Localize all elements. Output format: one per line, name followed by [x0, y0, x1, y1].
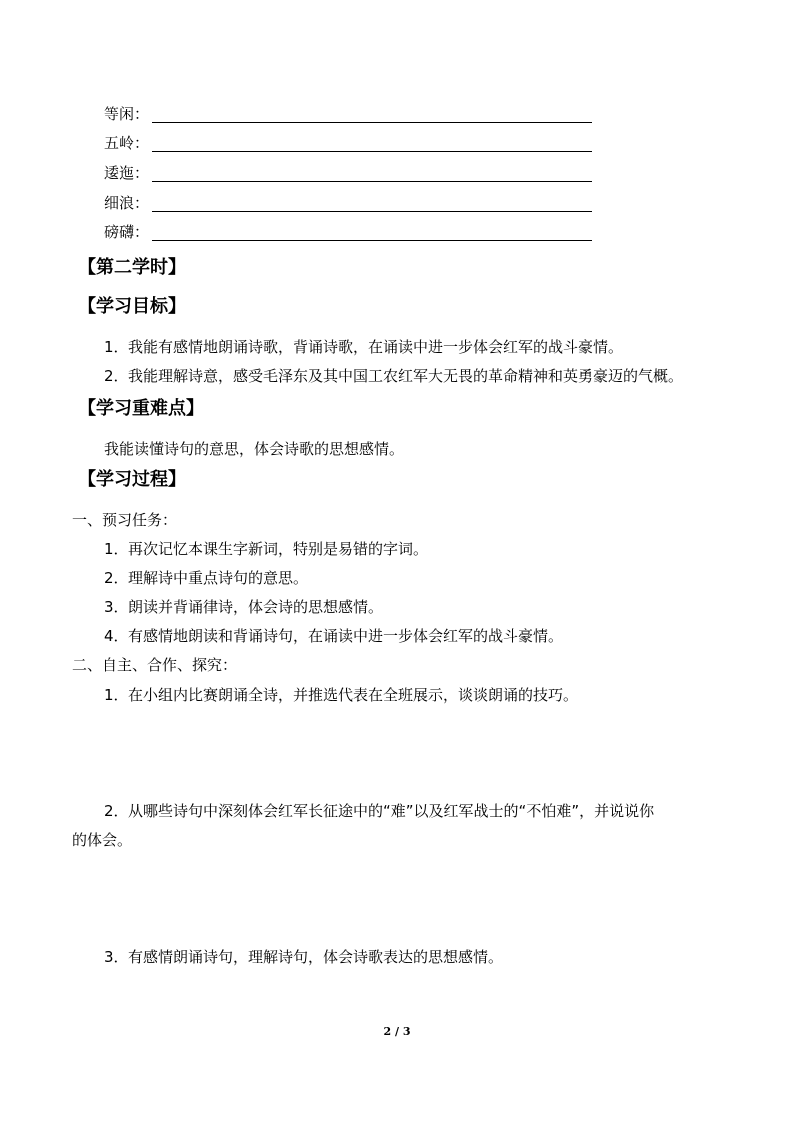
item-text: 有感情地朗读和背诵诗句，在诵读中进一步体会红军的战斗豪情。	[128, 627, 564, 645]
item-text: 有感情朗诵诗句，理解诗句，体会诗歌表达的思想感情。	[128, 948, 504, 966]
item-number: 3．	[104, 598, 129, 616]
vocab-row	[104, 163, 152, 183]
item-number: 2．	[104, 802, 129, 820]
key-points-text: 我能读懂诗句的意思，体会诗歌的思想感情。	[104, 440, 405, 458]
vocab-term: 等闲：	[104, 105, 150, 123]
part1-title: 一、预习任务：	[72, 511, 178, 529]
item-number: 4．	[104, 627, 129, 645]
item-number: 1．	[104, 686, 129, 704]
answer-line	[152, 122, 592, 123]
inquiry-item-continuation: 的体会。	[72, 831, 133, 849]
task-item	[104, 568, 308, 588]
inquiry-item	[104, 947, 503, 967]
goal-item	[104, 366, 683, 386]
vocab-row	[104, 222, 152, 242]
item-number: 1．	[104, 338, 129, 356]
goal-item	[104, 337, 623, 357]
lesson-heading: 【第二学时】	[78, 257, 186, 278]
vocab-row	[104, 133, 152, 153]
item-number: 1．	[104, 540, 129, 558]
process-heading: 【学习过程】	[78, 469, 186, 490]
goals-heading: 【学习目标】	[78, 296, 186, 317]
vocab-term: 逶迤：	[104, 164, 150, 182]
vocab-row	[104, 104, 152, 124]
task-item	[104, 626, 563, 646]
item-text: 朗读并背诵律诗，体会诗的思想感情。	[128, 598, 384, 616]
answer-line	[152, 211, 592, 212]
vocab-term: 细浪：	[104, 194, 150, 212]
inquiry-item	[104, 801, 654, 821]
task-item	[104, 539, 428, 559]
item-number: 3．	[104, 948, 129, 966]
vocab-term: 五岭：	[104, 134, 150, 152]
item-text: 从哪些诗句中深刻体会红军长征途中的“难”以及红军战士的“不怕难”，并说说你	[128, 802, 655, 820]
item-number: 2．	[104, 569, 129, 587]
item-text: 再次记忆本课生字新词，特别是易错的字词。	[128, 540, 429, 558]
answer-line	[152, 240, 592, 241]
item-text: 我能有感情地朗诵诗歌，背诵诗歌，在诵读中进一步体会红军的战斗豪情。	[128, 338, 624, 356]
answer-line	[152, 181, 592, 182]
item-text: 我能理解诗意，感受毛泽东及其中国工农红军大无畏的革命精神和英勇豪迈的气概。	[128, 367, 684, 385]
item-number: 2．	[104, 367, 129, 385]
part2-title: 二、自主、合作、探究：	[72, 656, 238, 674]
page-number: 2 / 3	[383, 1025, 411, 1038]
vocab-row	[104, 193, 152, 213]
task-item	[104, 597, 383, 617]
item-text: 理解诗中重点诗句的意思。	[128, 569, 309, 587]
vocab-term: 磅礴：	[104, 223, 150, 241]
key-points-heading: 【学习重难点】	[78, 398, 204, 419]
item-text: 在小组内比赛朗诵全诗，并推选代表在全班展示，谈谈朗诵的技巧。	[128, 686, 579, 704]
inquiry-item	[104, 685, 578, 705]
answer-line	[152, 151, 592, 152]
